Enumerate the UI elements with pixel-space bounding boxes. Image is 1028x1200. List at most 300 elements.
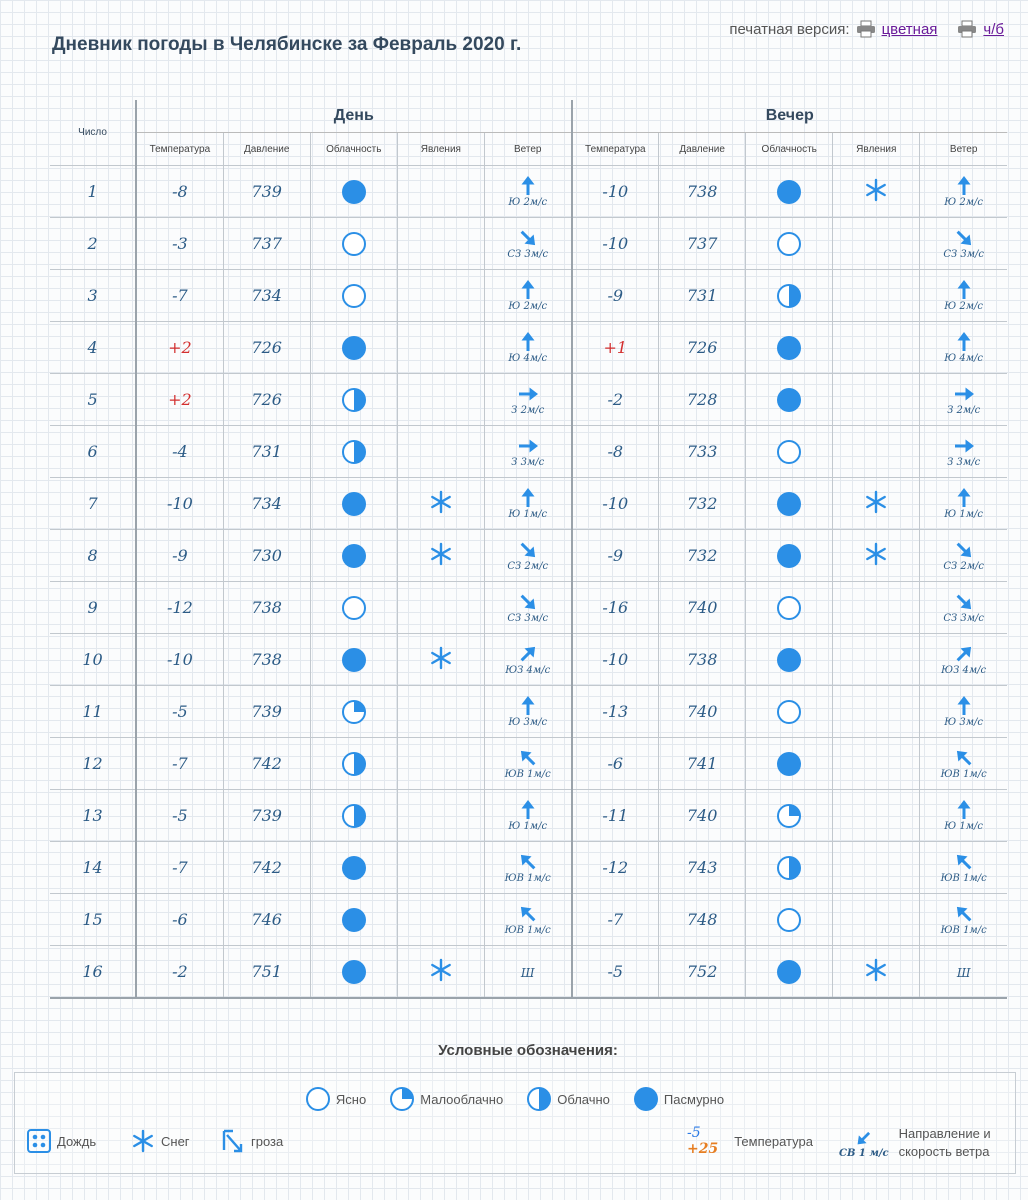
cloudy-icon	[342, 388, 366, 412]
evening-cloudiness	[746, 218, 833, 270]
day-wind	[484, 530, 571, 582]
day-pressure: 737	[223, 218, 310, 270]
overcast-icon	[342, 492, 366, 516]
legend-clear	[306, 1087, 366, 1111]
day-cloudiness	[310, 946, 397, 999]
snow-icon	[131, 1129, 155, 1153]
wind-text: СЗ 3м/с	[943, 613, 984, 624]
wind-arrow-icon	[953, 435, 975, 457]
evening-temperature: -9	[572, 530, 659, 582]
day-wind	[484, 634, 571, 686]
wind-text: Ю 2м/с	[944, 197, 984, 208]
day-wind	[484, 478, 571, 530]
cloudy-icon	[527, 1087, 551, 1111]
table-row	[50, 894, 1007, 946]
evening-phenomena	[833, 270, 920, 322]
evening-cloudiness	[746, 842, 833, 894]
evening-pressure: 752	[659, 946, 746, 999]
evening-phenomena	[833, 582, 920, 634]
day-temperature: -10	[136, 634, 223, 686]
day-cloudiness	[310, 738, 397, 790]
day-pressure: 726	[223, 374, 310, 426]
day-temperature: -2	[136, 946, 223, 999]
printer-icon[interactable]	[856, 20, 876, 38]
snow-icon	[429, 958, 453, 982]
evening-wind	[920, 634, 1007, 686]
day-pressure: 730	[223, 530, 310, 582]
evening-wind	[920, 322, 1007, 374]
clear-sky-icon	[306, 1087, 330, 1111]
wind-text: Ю 3м/с	[944, 717, 984, 728]
cloudy-icon	[527, 1087, 551, 1111]
thunderstorm-icon	[221, 1129, 245, 1153]
legend-rain-label: Дождь	[57, 1133, 97, 1149]
clear-sky-icon	[777, 908, 801, 932]
day-phenomena	[397, 946, 484, 999]
overcast-icon	[634, 1087, 658, 1111]
day-number: 1	[50, 166, 136, 218]
day-temperature: +2	[136, 322, 223, 374]
evening-temperature: -5	[572, 946, 659, 999]
table-row	[50, 426, 1007, 478]
evening-phenomena	[833, 738, 920, 790]
table-row	[50, 166, 1007, 218]
wind-text: СЗ 3м/с	[507, 613, 549, 624]
wind-arrow-icon	[953, 539, 975, 561]
col-header-day-3: Явления	[397, 133, 484, 166]
snow-icon	[864, 178, 888, 202]
day-phenomena	[397, 166, 484, 218]
day-wind	[484, 738, 571, 790]
legend-title: Условные обозначения:	[438, 1042, 618, 1059]
evening-cloudiness	[746, 582, 833, 634]
day-wind	[484, 686, 571, 738]
evening-temperature: -2	[572, 374, 659, 426]
day-cloudiness	[310, 634, 397, 686]
day-wind	[484, 426, 571, 478]
evening-pressure: 728	[659, 374, 746, 426]
wind-arrow-icon	[517, 227, 539, 249]
evening-phenomena	[833, 790, 920, 842]
evening-cloudiness	[746, 322, 833, 374]
day-wind	[484, 322, 571, 374]
col-header-day-0: Температура	[136, 133, 223, 166]
evening-cloudiness	[746, 946, 833, 999]
wind-arrow-icon	[853, 1128, 875, 1148]
wind-arrow-icon	[517, 747, 539, 769]
wind-calm: Ш	[956, 966, 971, 980]
wind-text: СЗ 3м/с	[943, 249, 984, 260]
print-bw-link[interactable]: ч/б	[983, 20, 1004, 38]
evening-phenomena	[833, 530, 920, 582]
wind-text: Ю 1м/с	[944, 509, 984, 520]
snow-icon	[864, 958, 888, 982]
day-pressure: 742	[223, 738, 310, 790]
evening-pressure: 726	[659, 322, 746, 374]
legend-temp-label: Температура	[734, 1133, 813, 1149]
legend-wind	[839, 1125, 991, 1161]
evening-phenomena	[833, 478, 920, 530]
partly-cloudy-icon	[342, 700, 366, 724]
clear-sky-icon	[777, 232, 801, 256]
temp-cold-sample: -5	[687, 1125, 701, 1141]
col-header-evening-4: Ветер	[920, 133, 1007, 166]
evening-phenomena	[833, 686, 920, 738]
evening-temperature: -16	[572, 582, 659, 634]
wind-arrow-icon	[517, 175, 539, 197]
wind-text: Ю 1м/с	[508, 509, 548, 520]
day-pressure: 739	[223, 166, 310, 218]
day-cloudiness	[310, 686, 397, 738]
day-cloudiness	[310, 530, 397, 582]
day-temperature: -3	[136, 218, 223, 270]
day-temperature: -7	[136, 842, 223, 894]
evening-wind	[920, 582, 1007, 634]
legend-cloudy-label: Облачно	[557, 1091, 610, 1107]
page-title: Дневник погоды в Челябинске за Февраль 2020 г.	[52, 34, 522, 55]
wind-text: З 3м/с	[511, 457, 545, 468]
evening-phenomena	[833, 946, 920, 999]
wind-text: ЮВ 1м/с	[940, 769, 987, 780]
wind-text: З 3м/с	[947, 457, 981, 468]
evening-phenomena	[833, 842, 920, 894]
overcast-icon	[342, 336, 366, 360]
overcast-icon	[777, 388, 801, 412]
col-header-evening-1: Давление	[659, 133, 746, 166]
partly-cloudy-icon	[777, 804, 801, 828]
overcast-icon	[777, 648, 801, 672]
day-phenomena	[397, 842, 484, 894]
clear-sky-icon	[777, 440, 801, 464]
overcast-icon	[342, 908, 366, 932]
print-version-bar	[729, 20, 1004, 38]
evening-pressure: 740	[659, 582, 746, 634]
evening-temperature: -11	[572, 790, 659, 842]
partly-cloudy-icon	[390, 1087, 414, 1111]
clear-sky-icon	[342, 284, 366, 308]
day-number: 15	[50, 894, 136, 946]
day-cloudiness	[310, 790, 397, 842]
wind-text: З 2м/с	[511, 405, 545, 416]
overcast-icon	[777, 752, 801, 776]
wind-arrow-icon	[953, 487, 975, 509]
wind-arrow-icon	[517, 383, 539, 405]
legend-clear-label: Ясно	[335, 1091, 367, 1107]
day-number: 6	[50, 426, 136, 478]
day-cloudiness	[310, 218, 397, 270]
day-cloudiness	[310, 166, 397, 218]
legend-storm	[221, 1129, 283, 1153]
col-header-day-4: Ветер	[484, 133, 571, 166]
wind-arrow-icon	[953, 279, 975, 301]
wind-arrow-icon	[517, 695, 539, 717]
table-row	[50, 478, 1007, 530]
day-pressure: 742	[223, 842, 310, 894]
snow-icon	[864, 490, 888, 514]
day-wind	[484, 790, 571, 842]
table-row	[50, 686, 1007, 738]
day-number: 5	[50, 374, 136, 426]
legend-storm-label: гроза	[251, 1133, 284, 1149]
cloudy-icon	[777, 856, 801, 880]
day-temperature: -8	[136, 166, 223, 218]
day-phenomena	[397, 218, 484, 270]
evening-cloudiness	[746, 790, 833, 842]
printer-icon[interactable]	[957, 20, 977, 38]
day-number: 8	[50, 530, 136, 582]
wind-text: ЮВ 1м/с	[940, 873, 987, 884]
day-wind	[484, 842, 571, 894]
evening-pressure: 731	[659, 270, 746, 322]
wind-text: Ю 1м/с	[944, 821, 984, 832]
col-header-evening-3: Явления	[833, 133, 920, 166]
day-pressure: 739	[223, 686, 310, 738]
day-wind	[484, 374, 571, 426]
day-number: 12	[50, 738, 136, 790]
snow-icon	[429, 490, 453, 514]
day-phenomena	[397, 582, 484, 634]
evening-temperature: -13	[572, 686, 659, 738]
wind-text: Ю 2м/с	[508, 197, 548, 208]
day-pressure: 739	[223, 790, 310, 842]
cloudy-icon	[777, 284, 801, 308]
day-temperature: -9	[136, 530, 223, 582]
legend-wind-label-2: скорость ветра	[898, 1144, 990, 1159]
overcast-icon	[777, 492, 801, 516]
legend-overcast-label: Пасмурно	[663, 1091, 725, 1107]
evening-pressure: 732	[659, 530, 746, 582]
evening-phenomena	[833, 374, 920, 426]
evening-cloudiness	[746, 478, 833, 530]
evening-wind	[920, 374, 1007, 426]
day-wind	[484, 946, 571, 999]
evening-wind	[920, 270, 1007, 322]
evening-pressure: 737	[659, 218, 746, 270]
wind-text: Ю 2м/с	[508, 301, 548, 312]
snow-icon	[864, 542, 888, 566]
evening-pressure: 741	[659, 738, 746, 790]
evening-pressure: 740	[659, 686, 746, 738]
overcast-icon	[342, 648, 366, 672]
overcast-icon	[342, 544, 366, 568]
clear-sky-icon	[777, 596, 801, 620]
wind-arrow-icon	[953, 851, 975, 873]
overcast-icon	[342, 856, 366, 880]
temp-warm-sample: +25	[687, 1141, 719, 1157]
day-cloudiness	[310, 270, 397, 322]
day-pressure: 738	[223, 582, 310, 634]
legend	[14, 1072, 1016, 1174]
wind-text: З 2м/с	[947, 405, 981, 416]
cloudy-icon	[342, 752, 366, 776]
evening-wind	[920, 842, 1007, 894]
section-day: День	[136, 100, 571, 133]
table-row	[50, 374, 1007, 426]
clear-sky-icon	[342, 596, 366, 620]
day-temperature: -12	[136, 582, 223, 634]
table-row	[50, 790, 1007, 842]
cloudy-icon	[342, 804, 366, 828]
day-number: 2	[50, 218, 136, 270]
evening-pressure: 738	[659, 166, 746, 218]
table-row	[50, 218, 1007, 270]
snow-icon	[131, 1129, 155, 1153]
evening-wind	[920, 218, 1007, 270]
overcast-icon	[777, 180, 801, 204]
legend-snow-label: Снег	[161, 1133, 190, 1149]
overcast-icon	[777, 336, 801, 360]
day-number: 11	[50, 686, 136, 738]
evening-cloudiness	[746, 426, 833, 478]
table-row	[50, 946, 1007, 999]
print-color-link[interactable]: цветная	[881, 20, 938, 38]
legend-temperature	[687, 1125, 813, 1157]
wind-text: Ю 4м/с	[508, 353, 548, 364]
evening-pressure: 732	[659, 478, 746, 530]
col-header-evening-2: Облачность	[746, 133, 833, 166]
evening-cloudiness	[746, 894, 833, 946]
day-number: 9	[50, 582, 136, 634]
day-temperature: -5	[136, 790, 223, 842]
snow-icon	[429, 542, 453, 566]
day-number: 7	[50, 478, 136, 530]
day-phenomena	[397, 634, 484, 686]
wind-arrow-icon	[517, 591, 539, 613]
evening-pressure: 748	[659, 894, 746, 946]
wind-arrow-icon	[953, 175, 975, 197]
evening-temperature: -9	[572, 270, 659, 322]
col-header-day-2: Облачность	[310, 133, 397, 166]
evening-phenomena	[833, 426, 920, 478]
wind-text: СЗ 3м/с	[507, 249, 549, 260]
evening-cloudiness	[746, 270, 833, 322]
evening-cloudiness	[746, 530, 833, 582]
legend-rain	[27, 1129, 96, 1153]
overcast-icon	[342, 960, 366, 984]
col-header-evening-0: Температура	[572, 133, 659, 166]
wind-arrow-icon	[953, 643, 975, 665]
wind-text: Ю 1м/с	[508, 821, 548, 832]
day-cloudiness	[310, 842, 397, 894]
day-temperature: -7	[136, 270, 223, 322]
day-pressure: 726	[223, 322, 310, 374]
evening-temperature: -10	[572, 218, 659, 270]
rain-icon	[27, 1129, 51, 1153]
evening-wind	[920, 478, 1007, 530]
evening-cloudiness	[746, 738, 833, 790]
day-phenomena	[397, 374, 484, 426]
overcast-icon	[342, 180, 366, 204]
day-number: 14	[50, 842, 136, 894]
wind-arrow-icon	[517, 279, 539, 301]
evening-temperature: -7	[572, 894, 659, 946]
wind-arrow-icon	[953, 747, 975, 769]
day-temperature: -6	[136, 894, 223, 946]
wind-sample-text: СВ 1 м/с	[839, 1147, 889, 1159]
table-row	[50, 582, 1007, 634]
evening-pressure: 733	[659, 426, 746, 478]
wind-arrow-icon	[953, 799, 975, 821]
day-phenomena	[397, 894, 484, 946]
wind-text: Ю 2м/с	[944, 301, 984, 312]
wind-text: ЮЗ 4м/с	[505, 665, 551, 676]
clear-sky-icon	[342, 232, 366, 256]
overcast-icon	[777, 960, 801, 984]
evening-temperature: -10	[572, 166, 659, 218]
day-temperature: +2	[136, 374, 223, 426]
table-row	[50, 270, 1007, 322]
day-cloudiness	[310, 322, 397, 374]
day-phenomena	[397, 270, 484, 322]
evening-cloudiness	[746, 634, 833, 686]
evening-pressure: 743	[659, 842, 746, 894]
evening-phenomena	[833, 894, 920, 946]
table-row	[50, 738, 1007, 790]
day-pressure: 746	[223, 894, 310, 946]
section-evening: Вечер	[572, 100, 1007, 133]
wind-text: СЗ 2м/с	[507, 561, 549, 572]
day-phenomena	[397, 478, 484, 530]
day-number: 10	[50, 634, 136, 686]
clear-sky-icon	[777, 700, 801, 724]
evening-wind	[920, 426, 1007, 478]
wind-arrow-icon	[517, 851, 539, 873]
wind-text: Ю 3м/с	[508, 717, 548, 728]
legend-snow	[131, 1129, 190, 1153]
day-number: 4	[50, 322, 136, 374]
evening-temperature: -10	[572, 634, 659, 686]
evening-temperature: -12	[572, 842, 659, 894]
wind-arrow-icon	[953, 903, 975, 925]
evening-phenomena	[833, 634, 920, 686]
day-cloudiness	[310, 426, 397, 478]
clear-sky-icon	[306, 1087, 330, 1111]
day-wind	[484, 582, 571, 634]
day-pressure: 751	[223, 946, 310, 999]
day-number: 16	[50, 946, 136, 999]
wind-text: ЮВ 1м/с	[504, 769, 551, 780]
table-row	[50, 530, 1007, 582]
evening-temperature: +1	[572, 322, 659, 374]
evening-wind	[920, 946, 1007, 999]
legend-wind-label-1: Направление и	[898, 1126, 991, 1141]
wind-text: СЗ 2м/с	[943, 561, 984, 572]
evening-temperature: -6	[572, 738, 659, 790]
day-pressure: 734	[223, 270, 310, 322]
day-cloudiness	[310, 374, 397, 426]
evening-cloudiness	[746, 686, 833, 738]
legend-partly-label: Малооблачно	[420, 1091, 504, 1107]
legend-overcast	[634, 1087, 724, 1111]
evening-cloudiness	[746, 374, 833, 426]
table-row	[50, 322, 1007, 374]
wind-text: ЮВ 1м/с	[504, 925, 551, 936]
evening-temperature: -8	[572, 426, 659, 478]
wind-arrow-icon	[953, 331, 975, 353]
day-number: 13	[50, 790, 136, 842]
print-label: печатная версия:	[729, 20, 850, 38]
day-wind	[484, 218, 571, 270]
day-phenomena	[397, 686, 484, 738]
wind-arrow-icon	[517, 539, 539, 561]
wind-calm: Ш	[520, 966, 535, 980]
evening-temperature: -10	[572, 478, 659, 530]
wind-arrow-icon	[517, 331, 539, 353]
col-header-day-1: Давление	[223, 133, 310, 166]
snow-icon	[429, 646, 453, 670]
day-wind	[484, 166, 571, 218]
legend-partly	[390, 1087, 503, 1111]
